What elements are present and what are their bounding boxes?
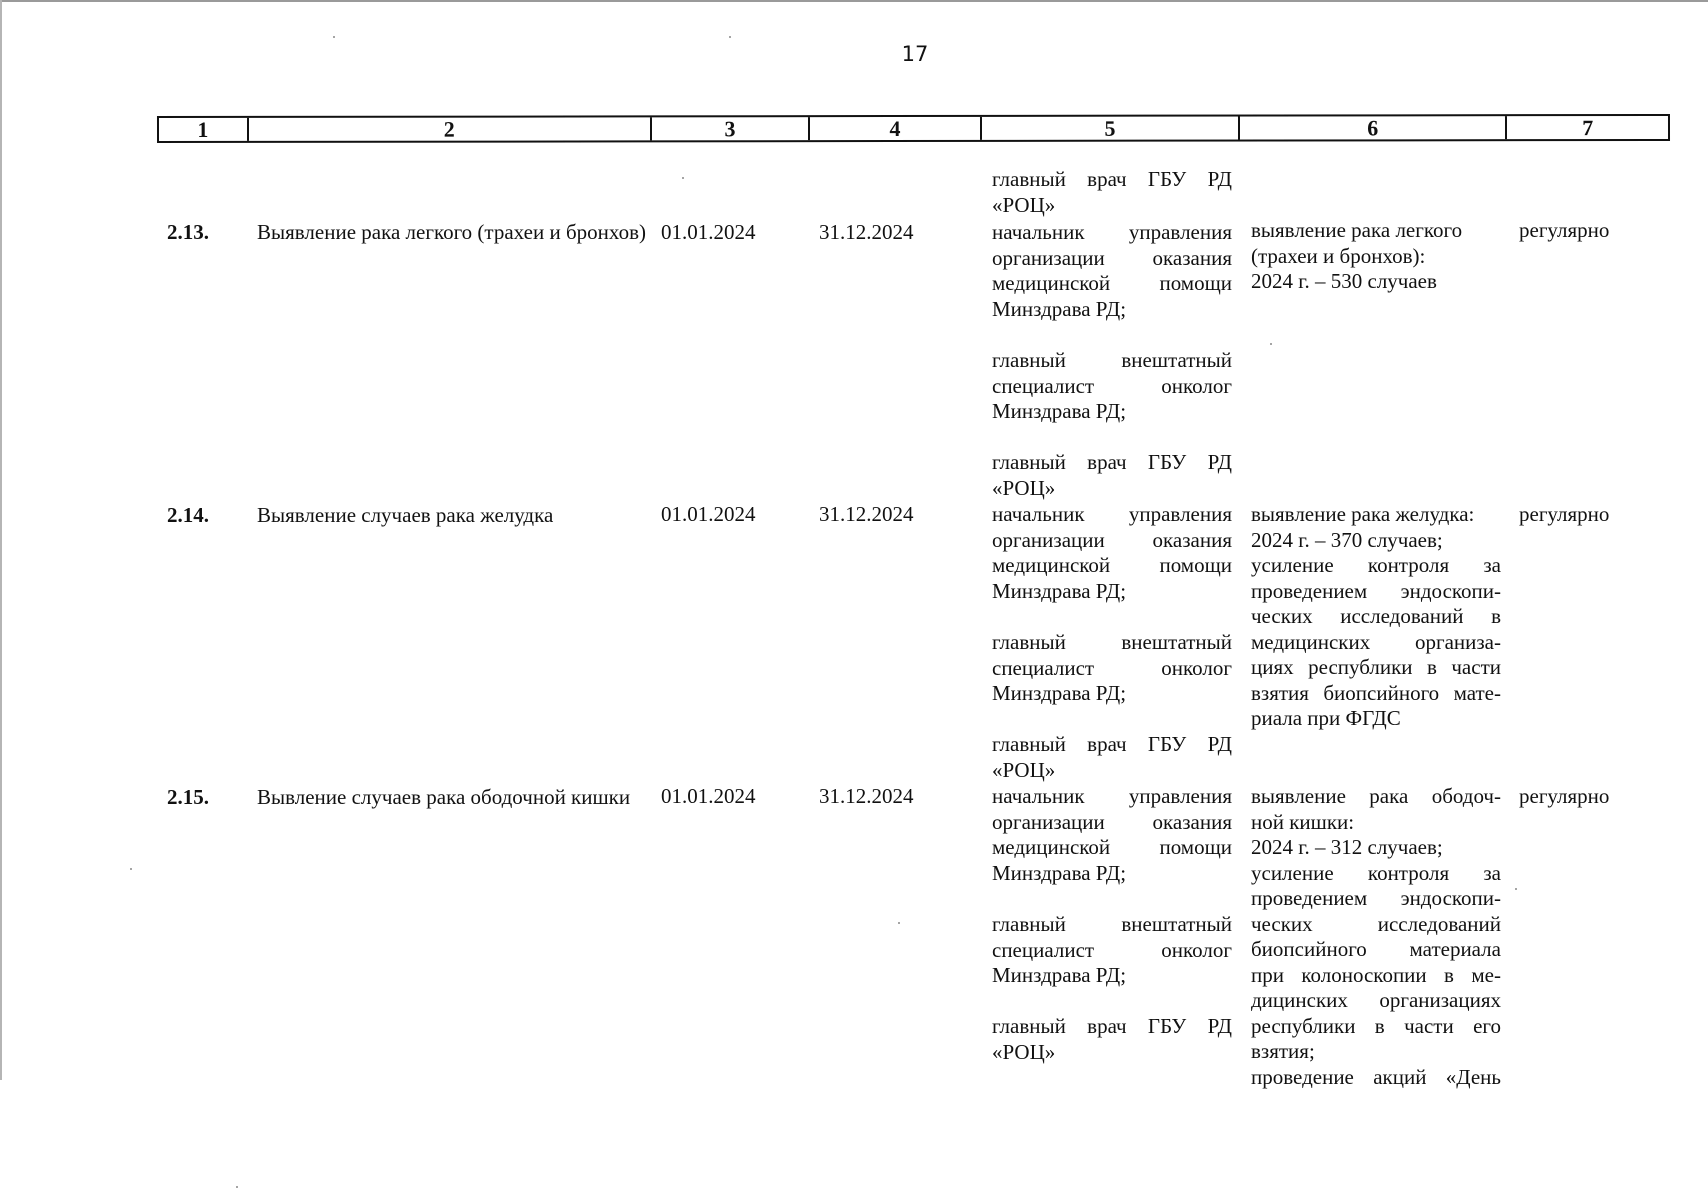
page-number: 17 [901,42,929,66]
row-2-14-responsible-block2: главный внештатный специалист онколог Минздрава РД; [992,630,1232,705]
row-2-15-responsible-tail: главный врач ГБУ РД «РОЦ» [992,1014,1232,1064]
row-2-14-frequency: регулярно [1519,502,1610,526]
row-2-13-frequency: регулярно [1519,218,1610,242]
row-2-14-end-date: 31.12.2024 [819,502,914,526]
row-2-14-responsible-lead: главный врач ГБУ РД «РОЦ» [992,450,1232,500]
header-col-5: 5 [982,117,1240,140]
row-2-13-responsible-block2: главный внештатный специалист онколог Минздрава РД; [992,348,1232,423]
scan-speck [729,36,731,38]
scan-speck [130,868,132,870]
header-col-3: 3 [652,117,811,140]
row-2-15-start-date: 01.01.2024 [661,784,756,808]
header-col-4: 4 [810,117,982,140]
header-col-2: 2 [249,117,652,141]
row-2-15-name: Вывление случаев рака ободочной кишки [257,785,631,809]
row-2-14-number: 2.14. [167,503,209,527]
row-2-15-responsible-block2: главный внештатный специалист онколог Минздрава РД; [992,912,1232,987]
row-2-15-result: выявление рака ободоч- ной кишки: 2024 г. – 312 случаев; усиление контроля за проведением эндоскопи- ческих исследований биопсийного материала при колоноскопии в ме- дицинских организациях республики в части его взятия; проведение акций «День [1251,784,1501,1089]
table-header-row [157,114,1670,143]
header-col-7: 7 [1582,115,1594,141]
scan-left-edge [0,0,2,1080]
row-2-14-result: выявление рака желудка: 2024 г. – 370 случаев; усиление контроля за проведением эндоскопи- ческих исследований в медицинских организа- циях республики в части взятия биопсийного мате- риала при ФГДС [1251,502,1501,730]
row-2-13-result: выявление рака легкого (трахеи и бронхов): 2024 г. – 530 случаев [1251,218,1463,293]
scan-speck [333,36,335,38]
row-2-13-responsible-lead: главный врач ГБУ РД «РОЦ» [992,167,1232,217]
scan-speck [898,922,900,924]
row-2-13-number: 2.13. [167,220,209,244]
header-col-1: 1 [159,118,249,141]
row-2-14-start-date: 01.01.2024 [661,502,756,526]
row-2-14-name: Выявление случаев рака желудка [257,503,554,527]
row-2-15-responsible-block1: начальник управления организации оказания медицинской помощи Минздрава РД; [992,784,1232,885]
row-2-13-end-date: 31.12.2024 [819,220,914,244]
header-col-6: 6 [1240,116,1507,139]
scan-top-edge [0,0,1708,2]
row-2-15-end-date: 31.12.2024 [819,784,914,808]
row-2-14-responsible-block1: начальник управления организации оказания медицинской помощи Минздрава РД; [992,502,1232,603]
scan-speck [1515,888,1517,890]
scan-speck [1270,343,1272,345]
row-2-13-name: Выявление рака легкого (трахеи и бронхов) [257,220,646,244]
row-2-15-frequency: регулярно [1519,784,1610,808]
row-2-13-start-date: 01.01.2024 [661,220,756,244]
scan-speck [682,177,684,179]
row-2-13-responsible-block1: начальник управления организации оказания медицинской помощи Минздрава РД; [992,220,1232,321]
row-2-15-responsible-lead: главный врач ГБУ РД «РОЦ» [992,732,1232,782]
scan-speck [236,1186,238,1188]
row-2-15-number: 2.15. [167,785,209,809]
